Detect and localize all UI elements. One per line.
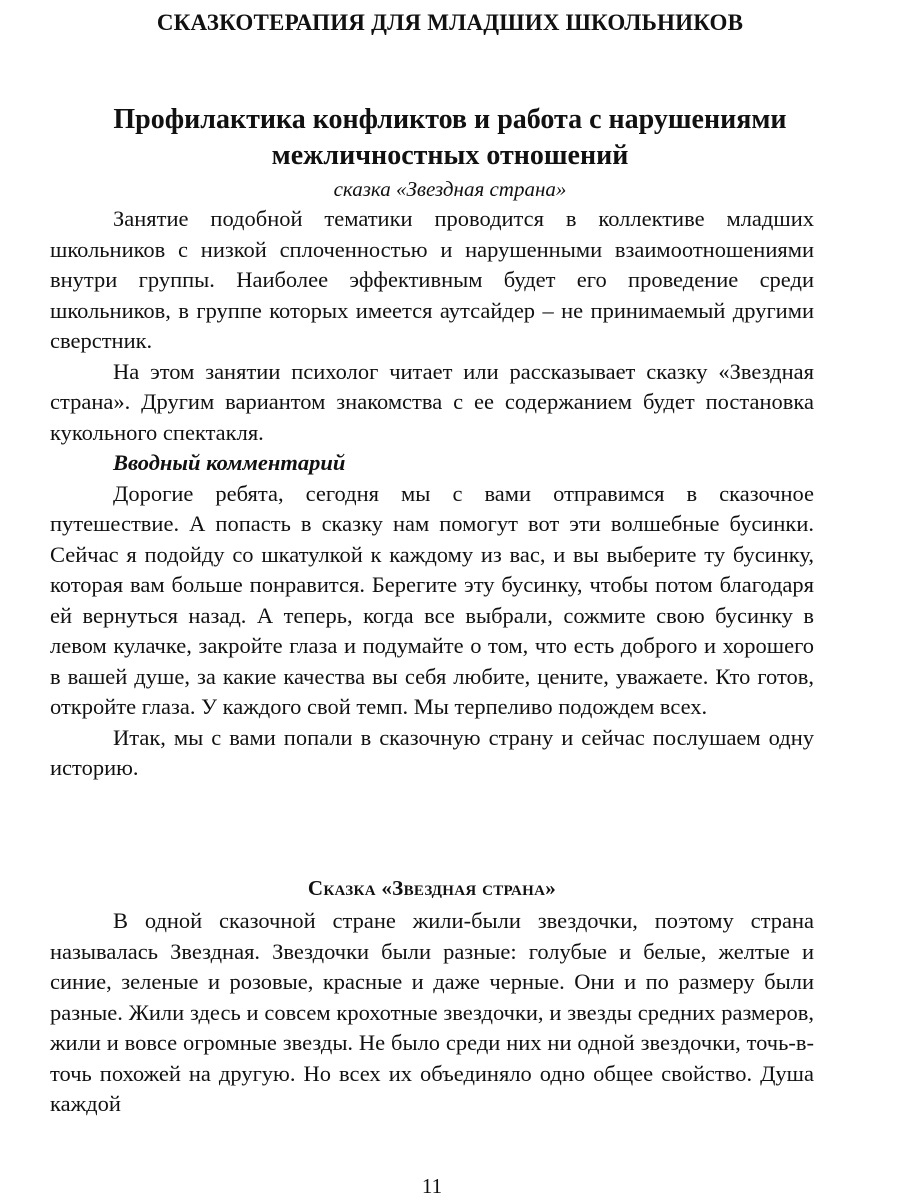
- section-subtitle: сказка «Звездная страна»: [333, 177, 567, 201]
- story-text-block: [50, 906, 814, 1120]
- paragraph-intro-2: На этом занятии психолог читает или рассказывает сказку «Звездная страна». Другим вариантом знакомства с ее содержанием будет постановка кукольного спектакля.: [50, 358, 814, 445]
- paragraph-intro-1: Занятие подобной тематики проводится в коллективе младших школьников с низкой сплоченностью и нарушенными взаимоотношениями внутри группы. Наиболее эффективным будет его проведение среди школьников, в группе которых имеется аутсайдер – не принимаемый другими сверстник.: [50, 206, 814, 353]
- paragraph-intro-comment-2: Итак, мы с вами попали в сказочную страну и сейчас послушаем одну историю.: [50, 724, 814, 780]
- intro-comment-heading: Вводный комментарий: [113, 450, 346, 475]
- story-paragraph: В одной сказочной стране жили-были звездочки, поэтому страна называлась Звездная. Звездочки были разные: голубые и белые, желтые и синие, зеленые и розовые, красные и даже черные. Они и по размеру были разные. Жили здесь и совсем крохотные звездочки, и звезды средних размеров, жили и вовсе огромные звезды. Не было среди них ни одной звездочки, точь-в-точь похожей на другую. Но всех их объединяло одно общее свойство. Душа каждой: [50, 908, 814, 1116]
- page-number: 11: [421, 1174, 443, 1198]
- running-head: СКАЗКОТЕРАПИЯ ДЛЯ МЛАДШИХ ШКОЛЬНИКОВ: [156, 10, 744, 35]
- section-title: Профилактика конфликтов и работа с нарушениями межличностных отношений: [113, 104, 787, 171]
- paragraph-intro-comment-1: Дорогие ребята, сегодня мы с вами отправимся в сказочное путешествие. А попасть в сказку нам помогут вот эти волшебные бусинки. Сейчас я подойду со шкатулкой к каждому из вас, и вы выберите ту бусинку, которая вам больше понравится. Берегите эту бусинку, чтобы потом благодаря ей вернуться назад. А теперь, когда все выбрали, сожмите свою бусинку в левом кулачке, закройте глаза и подумайте о том, что есть доброго и хорошего в вашей душе, за какие качества вы себя любите, цените, уважаете. Кто готов, откройте глаза. У каждого свой темп. Мы терпеливо подождем всех.: [50, 480, 814, 719]
- main-text-block: [50, 204, 814, 784]
- story-title: Сказка «Звездная страна»: [307, 876, 557, 900]
